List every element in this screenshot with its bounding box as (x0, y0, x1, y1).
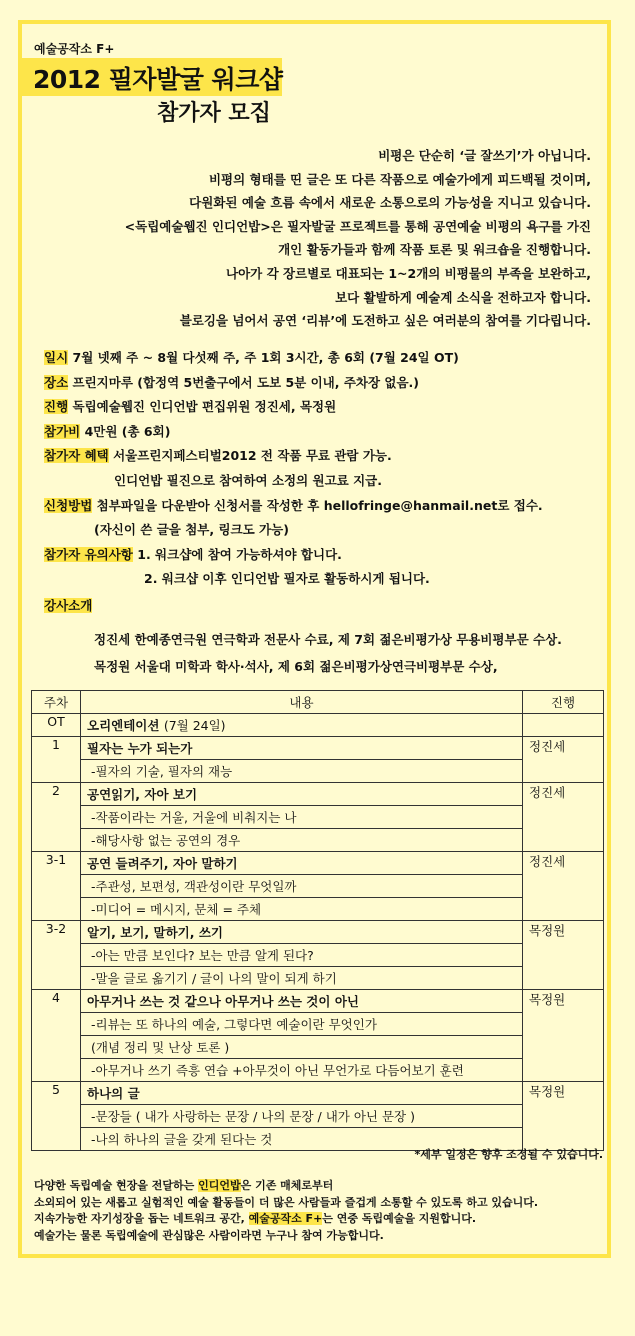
lecturer-item: 목정원 서울대 미학과 학사·석사, 제 6회 젊은비평가상연극비평부문 수상, (94, 659, 498, 674)
intro-line: 비평은 단순히 ‘글 잘쓰기’가 아닙니다. (378, 148, 591, 163)
intro-line: 비평의 형태를 띤 글은 또 다른 작품으로 예술가에게 피드백될 것이며, (208, 171, 591, 187)
lecturers-list (94, 626, 562, 680)
topic-cell: 필자는 누가 되는가 (81, 737, 523, 760)
topic-cell (81, 714, 523, 737)
table-row (32, 1036, 604, 1059)
info-fee-text: 4만원 (총 6회) (84, 423, 171, 439)
table-row (32, 990, 604, 1013)
intro-line: 나아가 각 장르별로 대표되는 1~2개의 비평물의 부족을 보완하고, (226, 265, 591, 281)
intro-line: 다원화된 예술 흐름 속에서 새로운 소통으로의 가능성을 지니고 있습니다. (189, 195, 591, 211)
page-subtitle: 참가자 모집 (157, 101, 271, 126)
host-cell: 목정원 (523, 921, 604, 990)
info-place-label: 장소 (44, 374, 69, 390)
info-caution-text2: 2. 워크샵 이후 인디언밥 필자로 활동하시게 됩니다. (144, 571, 430, 587)
lecturers-heading (44, 596, 92, 614)
info-date (44, 346, 543, 371)
topic-cell: 하나의 글 (81, 1082, 523, 1105)
brand-label: 예술공작소 F+ (34, 42, 115, 56)
host-cell: 정진세 (523, 737, 604, 783)
info-apply (44, 494, 543, 519)
week-cell: 5 (32, 1082, 81, 1151)
info-benefit-text2: 인디언밥 필진으로 참여하여 소정의 원고료 지급. (114, 472, 383, 488)
host-cell: 정진세 (523, 783, 604, 852)
footer-line (34, 1211, 538, 1228)
info-apply-label: 신청방법 (44, 497, 93, 513)
sub-cell: -해당사항 없는 공연의 경우 (81, 829, 523, 852)
host-cell: 목정원 (523, 990, 604, 1082)
sub-cell: -주관성, 보편성, 객관성이란 무엇일까 (81, 875, 523, 898)
info-caution-text: 1. 워크샵에 참여 가능하셔야 합니다. (137, 546, 342, 562)
topic-title: 오리엔테이션 (87, 718, 160, 733)
header-content: 내용 (81, 691, 523, 714)
table-row (32, 1013, 604, 1036)
sub-cell: -필자의 기술, 필자의 재능 (81, 760, 523, 783)
schedule-table (31, 690, 604, 1151)
info-host-label: 진행 (44, 399, 69, 415)
table-row (32, 1059, 604, 1082)
week-cell: 2 (32, 783, 81, 852)
intro-text (125, 144, 591, 333)
info-fee (44, 420, 543, 445)
footer-text-part: 다양한 독립예술 현장을 전달하는 (34, 1179, 199, 1192)
info-place (44, 371, 543, 396)
footer-line (34, 1178, 538, 1195)
schedule-note: *세부 일정은 향후 조정될 수 있습니다. (414, 1148, 603, 1161)
info-benefit-label: 참가자 혜택 (44, 448, 109, 464)
info-apply-text: 첨부파일을 다운받아 신청서를 작성한 후 hellofringe@hanmail.net로 접수. (96, 497, 543, 513)
table-row (32, 760, 604, 783)
table-header-row (32, 691, 604, 714)
table-row (32, 944, 604, 967)
footer-highlight: 인디언밥 (198, 1179, 241, 1192)
table-row (32, 898, 604, 921)
info-fee-label: 참가비 (44, 423, 81, 439)
lecturers-heading-label: 강사소개 (44, 598, 93, 613)
table-row (32, 921, 604, 944)
topic-cell: 공연 들려주기, 자아 말하기 (81, 852, 523, 875)
intro-line: 블로깅을 넘어서 공연 ‘리뷰’에 도전하고 싶은 여러분의 참여를 기다립니다. (179, 313, 591, 329)
week-cell: 3-2 (32, 921, 81, 990)
table-row (32, 852, 604, 875)
info-date-label: 일시 (44, 350, 69, 365)
week-cell: 1 (32, 737, 81, 783)
info-host-text: 독립예술웹진 인디언밥 편집위원 정진세, 목정원 (72, 399, 337, 415)
topic-note: (7월 24일) (163, 718, 226, 733)
intro-line: 보다 활발하게 예술계 소식을 전하고자 합니다. (335, 289, 591, 305)
sub-cell: -아무거나 쓰기 즉흥 연습 +아무것이 아닌 무언가로 다듬어보기 훈련 (81, 1059, 523, 1082)
sub-cell: -말을 글로 옮기기 / 글이 나의 말이 되게 하기 (81, 967, 523, 990)
intro-line: 개인 활동가들과 함께 작품 토론 및 워크숍을 진행합니다. (278, 242, 591, 258)
info-caution-label: 참가자 유의사항 (44, 546, 133, 562)
page-title: 2012 필자발굴 워크샵 (33, 65, 283, 94)
week-cell: 4 (32, 990, 81, 1082)
table-row (32, 783, 604, 806)
footer-highlight: 예술공작소 F+ (248, 1212, 323, 1225)
sub-cell: (개념 정리 및 난상 토론 ) (81, 1036, 523, 1059)
info-benefit (44, 444, 543, 469)
info-benefit-text: 서울프린지페스티벌2012 전 작품 무료 관람 가능. (113, 448, 392, 464)
info-place-text: 프린지마루 (합정역 5번출구에서 도보 5분 이내, 주차장 없음.) (72, 374, 420, 390)
lecturer-item: 정진세 한예종연극원 연극학과 전문사 수료, 제 7회 젊은비평가상 무용비평부문 수상. (94, 632, 562, 647)
table-row (32, 875, 604, 898)
table-row (32, 714, 604, 737)
footer-line: 예술가는 물론 독립예술에 관심많은 사람이라면 누구나 참여 가능합니다. (34, 1228, 384, 1242)
sub-cell: -나의 하나의 글을 갖게 된다는 것 (81, 1128, 523, 1151)
sub-cell: -작품이라는 거울, 거울에 비춰지는 나 (81, 806, 523, 829)
table-row (32, 737, 604, 760)
sub-cell: -아는 만큼 보인다? 보는 만큼 알게 된다? (81, 944, 523, 967)
table-row (32, 829, 604, 852)
sub-cell: -리뷰는 또 하나의 예술, 그렇다면 예술이란 무엇인가 (81, 1013, 523, 1036)
table-row (32, 806, 604, 829)
sub-cell: -미디어 = 메시지, 문체 = 주체 (81, 898, 523, 921)
topic-cell: 공연읽기, 자아 보기 (81, 783, 523, 806)
host-cell: 정진세 (523, 852, 604, 921)
table-row (32, 1105, 604, 1128)
intro-line: <독립예술웹진 인디언밥>은 필자발굴 프로젝트를 통해 공연예술 비평의 욕구를 가진 (124, 218, 591, 234)
info-host (44, 395, 543, 420)
topic-cell: 알기, 보기, 말하기, 쓰기 (81, 921, 523, 944)
info-date-text: 7월 넷째 주 ~ 8월 다섯째 주, 주 1회 3시간, 총 6회 (7월 24일 OT) (72, 350, 459, 365)
week-cell: 3-1 (32, 852, 81, 921)
topic-cell: 아무거나 쓰는 것 같으나 아무거나 쓰는 것이 아닌 (81, 990, 523, 1013)
info-section (44, 346, 543, 592)
host-cell (523, 714, 604, 737)
header-week: 주차 (32, 691, 81, 714)
info-apply-text2: (자신이 쓴 글을 첨부, 링크도 가능) (94, 522, 289, 538)
host-cell: 목정원 (523, 1082, 604, 1151)
footer-text (34, 1178, 538, 1244)
footer-line: 소외되어 있는 새롭고 실험적인 예술 활동들이 더 많은 사람들과 즐겁게 소통할 수 있도록 하고 있습니다. (34, 1195, 539, 1209)
footer-text-part: 은 기존 매체로부터 (240, 1179, 334, 1192)
table-row (32, 1082, 604, 1105)
info-caution (44, 543, 543, 568)
footer-text-part: 는 연중 독립예술을 지원합니다. (322, 1212, 477, 1225)
footer-text-part: 지속가능한 자기성장을 돕는 네트워크 공간, (34, 1212, 249, 1225)
week-cell: OT (32, 714, 81, 737)
table-row (32, 967, 604, 990)
header-host: 진행 (523, 691, 604, 714)
sub-cell: -문장들 ( 내가 사랑하는 문장 / 나의 문장 / 내가 아닌 문장 ) (81, 1105, 523, 1128)
